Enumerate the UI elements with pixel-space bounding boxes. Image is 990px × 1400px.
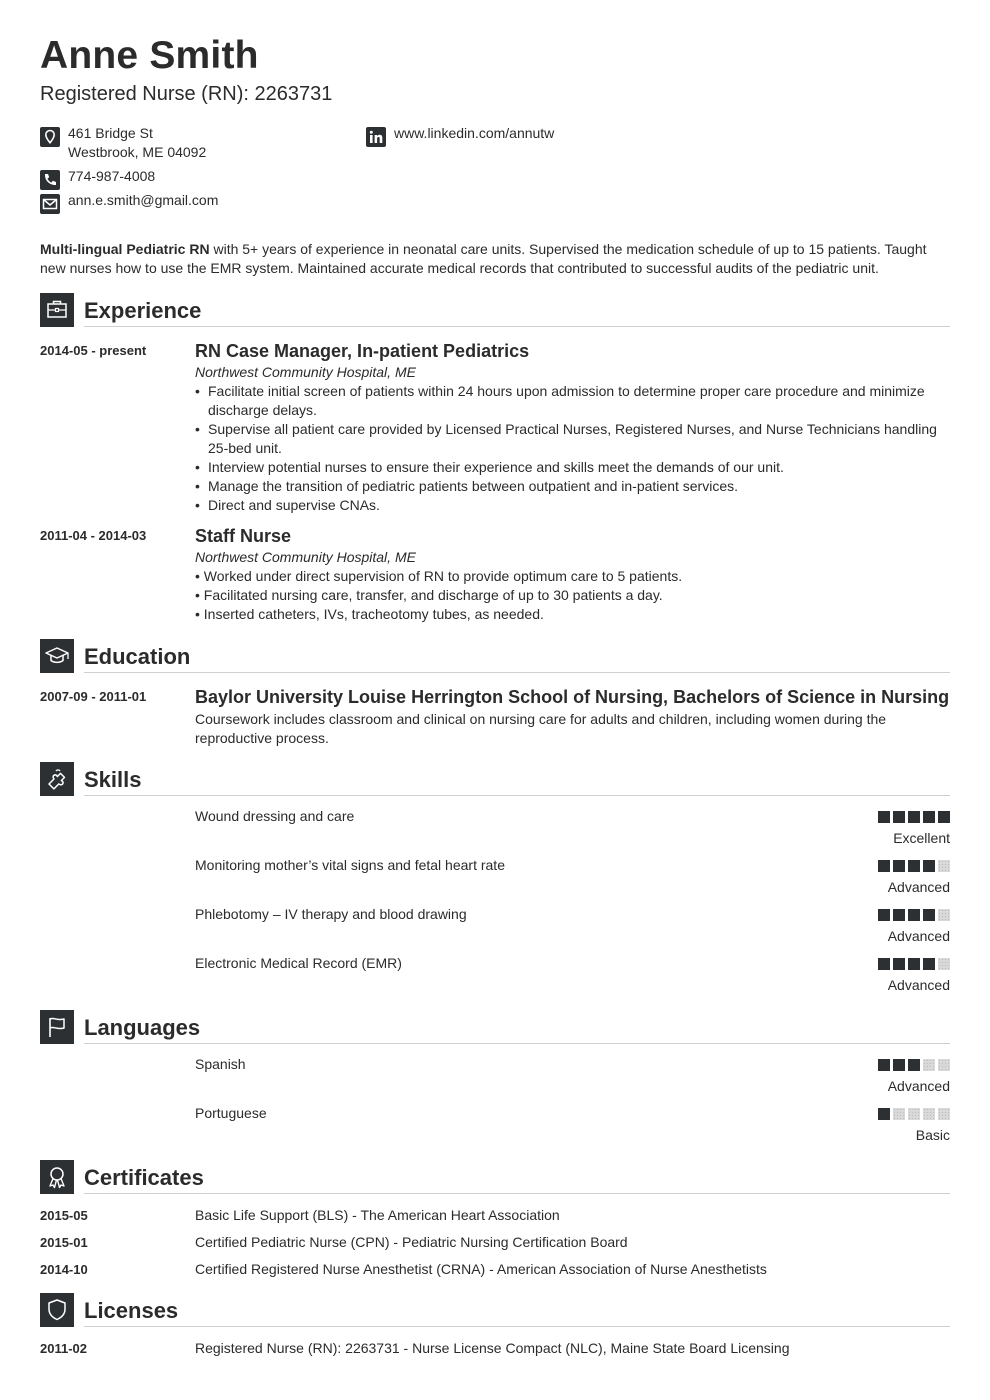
rating-square-filled xyxy=(893,958,905,970)
profile-summary xyxy=(40,240,950,278)
rating-square-filled xyxy=(878,909,890,921)
flag-icon xyxy=(40,1010,74,1044)
skill-name: Phlebotomy – IV therapy and blood drawing xyxy=(195,906,467,922)
rating-square-filled xyxy=(923,909,935,921)
rating-square-filled xyxy=(908,860,920,872)
phone[interactable]: 774-987-4008 xyxy=(68,168,156,184)
email[interactable]: ann.e.smith@gmail.com xyxy=(68,192,219,208)
shield-icon xyxy=(40,1293,74,1327)
section-title-education: Education xyxy=(84,644,191,669)
rating-square-filled xyxy=(893,909,905,921)
briefcase-icon xyxy=(40,293,74,327)
degree-description: Coursework includes classroom and clinical on nursing care for adults and children, including women during the reproductive process. xyxy=(195,711,887,746)
candidate-title: Registered Nurse (RN): 2263731 xyxy=(40,83,333,105)
summary-lead: Multi-lingual Pediatric RN xyxy=(40,241,210,257)
education-date: 2007-09 - 2011-01 xyxy=(40,689,147,704)
section-licenses xyxy=(40,1293,950,1328)
experience-date: 2011-04 - 2014-03 xyxy=(40,528,147,543)
linkedin-url[interactable]: www.linkedin.com/annutw xyxy=(394,125,555,141)
degree-title: Baylor University Louise Herrington School of Nursing, Bachelors of Science in Nursing xyxy=(195,687,950,707)
section-divider xyxy=(84,1193,950,1194)
rating-square-empty xyxy=(938,909,950,921)
job-duty: • Interview potential nurses to ensure their experience and skills meet the demands of our unit. xyxy=(195,458,950,477)
envelope-icon xyxy=(40,194,60,214)
rating-square-empty xyxy=(908,1108,920,1120)
rating-square-filled xyxy=(908,958,920,970)
rating-square-filled xyxy=(923,811,935,823)
skill-rating xyxy=(878,958,950,970)
language-name: Spanish xyxy=(195,1056,246,1072)
certificate-date: 2014-10 xyxy=(40,1262,88,1277)
address xyxy=(68,124,206,162)
rating-square-empty xyxy=(893,1108,905,1120)
rating-square-filled xyxy=(893,811,905,823)
skill-level: Advanced xyxy=(887,928,950,944)
rating-square-filled xyxy=(878,958,890,970)
rating-square-empty xyxy=(938,1059,950,1071)
skill-item xyxy=(195,906,950,951)
section-experience xyxy=(40,293,950,328)
section-languages xyxy=(40,1010,950,1045)
skill-name: Monitoring mother’s vital signs and fetal heart rate xyxy=(195,857,505,873)
skill-rating xyxy=(878,909,950,921)
skill-level: Advanced xyxy=(887,879,950,895)
rating-square-filled xyxy=(878,1059,890,1071)
section-education xyxy=(40,639,950,674)
section-divider xyxy=(84,672,950,673)
skill-rating xyxy=(878,860,950,872)
rating-square-filled xyxy=(938,811,950,823)
certificate-name: Basic Life Support (BLS) - The American Heart Association xyxy=(195,1207,560,1223)
job-duty: • Facilitated nursing care, transfer, and discharge of up to 30 patients a day. xyxy=(195,587,663,603)
rating-square-empty xyxy=(938,1108,950,1120)
location-pin-icon xyxy=(40,127,60,147)
skill-item xyxy=(195,857,950,902)
language-rating xyxy=(878,1059,950,1071)
language-level: Basic xyxy=(915,1127,950,1143)
summary-text: with 5+ years of experience in neonatal care units. Supervised the medication schedule of up to 15 patients. Taught new nurses how to use the EMR system. Maintained accurate medical records that contributed to successful audits of the pediatric unit. xyxy=(40,241,927,276)
address-line-2: Westbrook, ME 04092 xyxy=(68,144,207,160)
section-divider xyxy=(84,1326,950,1327)
language-name: Portuguese xyxy=(195,1105,267,1121)
section-divider xyxy=(84,1043,950,1044)
section-title-experience: Experience xyxy=(84,298,202,323)
language-level: Advanced xyxy=(887,1078,950,1094)
section-skills xyxy=(40,762,950,797)
language-rating xyxy=(878,1108,950,1120)
language-item xyxy=(195,1056,950,1101)
job-employer: Northwest Community Hospital, ME xyxy=(195,549,416,565)
skill-name: Electronic Medical Record (EMR) xyxy=(195,955,402,971)
job-duty: • Manage the transition of pediatric patients between outpatient and in-patient services. xyxy=(195,477,950,496)
job-title: Staff Nurse xyxy=(195,526,292,546)
job-duty: • Facilitate initial screen of patients within 24 hours upon admission to determine proper care procedure and minimize discharge delays. xyxy=(195,382,950,420)
job-duty: • Worked under direct supervision of RN to provide optimum care to 5 patients. xyxy=(195,568,683,584)
job-duties xyxy=(195,382,950,515)
job-duty: • Supervise all patient care provided by Licensed Practical Nurses, Registered Nurses, and Nurse Technicians handling 25-bed unit. xyxy=(195,420,950,458)
phone-icon xyxy=(40,170,60,190)
section-title-languages: Languages xyxy=(84,1015,201,1040)
address-line-1: 461 Bridge St xyxy=(68,125,153,141)
certificate-date: 2015-01 xyxy=(40,1235,88,1250)
linkedin-icon xyxy=(366,127,386,147)
experience-date: 2014-05 - present xyxy=(40,343,147,358)
section-title-skills: Skills xyxy=(84,767,142,792)
skill-item xyxy=(195,808,950,853)
rating-square-filled xyxy=(878,811,890,823)
candidate-name: Anne Smith xyxy=(40,34,259,77)
section-certificates xyxy=(40,1160,950,1195)
rating-square-empty xyxy=(938,958,950,970)
rating-square-empty xyxy=(923,1108,935,1120)
education-entry xyxy=(195,686,950,748)
rating-square-empty xyxy=(938,860,950,872)
section-title-certificates: Certificates xyxy=(84,1165,204,1190)
job-employer: Northwest Community Hospital, ME xyxy=(195,364,416,380)
license-name: Registered Nurse (RN): 2263731 - Nurse License Compact (NLC), Maine State Board Licensing xyxy=(195,1340,790,1356)
rating-square-filled xyxy=(878,1108,890,1120)
experience-entry xyxy=(195,525,950,624)
section-divider xyxy=(84,795,950,796)
job-title: RN Case Manager, In-patient Pediatrics xyxy=(195,341,530,361)
language-item xyxy=(195,1105,950,1150)
skill-item xyxy=(195,955,950,1000)
job-duty: • Inserted catheters, IVs, tracheotomy tubes, as needed. xyxy=(195,606,544,622)
rating-square-filled xyxy=(878,860,890,872)
experience-entry xyxy=(195,340,950,515)
certificate-name: Certified Pediatric Nurse (CPN) - Pediatric Nursing Certification Board xyxy=(195,1234,628,1250)
rating-square-filled xyxy=(893,860,905,872)
section-title-licenses: Licenses xyxy=(84,1298,179,1323)
section-divider xyxy=(84,326,950,327)
rating-square-filled xyxy=(923,860,935,872)
skill-name: Wound dressing and care xyxy=(195,808,355,824)
skill-level: Excellent xyxy=(893,830,950,846)
rating-square-filled xyxy=(908,1059,920,1071)
award-ribbon-icon xyxy=(40,1160,74,1194)
puzzle-icon xyxy=(40,762,74,796)
graduation-cap-icon xyxy=(40,639,74,673)
certificate-date: 2015-05 xyxy=(40,1208,88,1223)
license-date: 2011-02 xyxy=(40,1341,87,1356)
rating-square-empty xyxy=(923,1059,935,1071)
job-duty: • Direct and supervise CNAs. xyxy=(195,496,950,515)
skill-rating xyxy=(878,811,950,823)
rating-square-filled xyxy=(908,811,920,823)
rating-square-filled xyxy=(923,958,935,970)
skill-level: Advanced xyxy=(887,977,950,993)
rating-square-filled xyxy=(893,1059,905,1071)
certificate-name: Certified Registered Nurse Anesthetist (CRNA) - American Association of Nurse Anesthetists xyxy=(195,1261,767,1277)
rating-square-filled xyxy=(908,909,920,921)
